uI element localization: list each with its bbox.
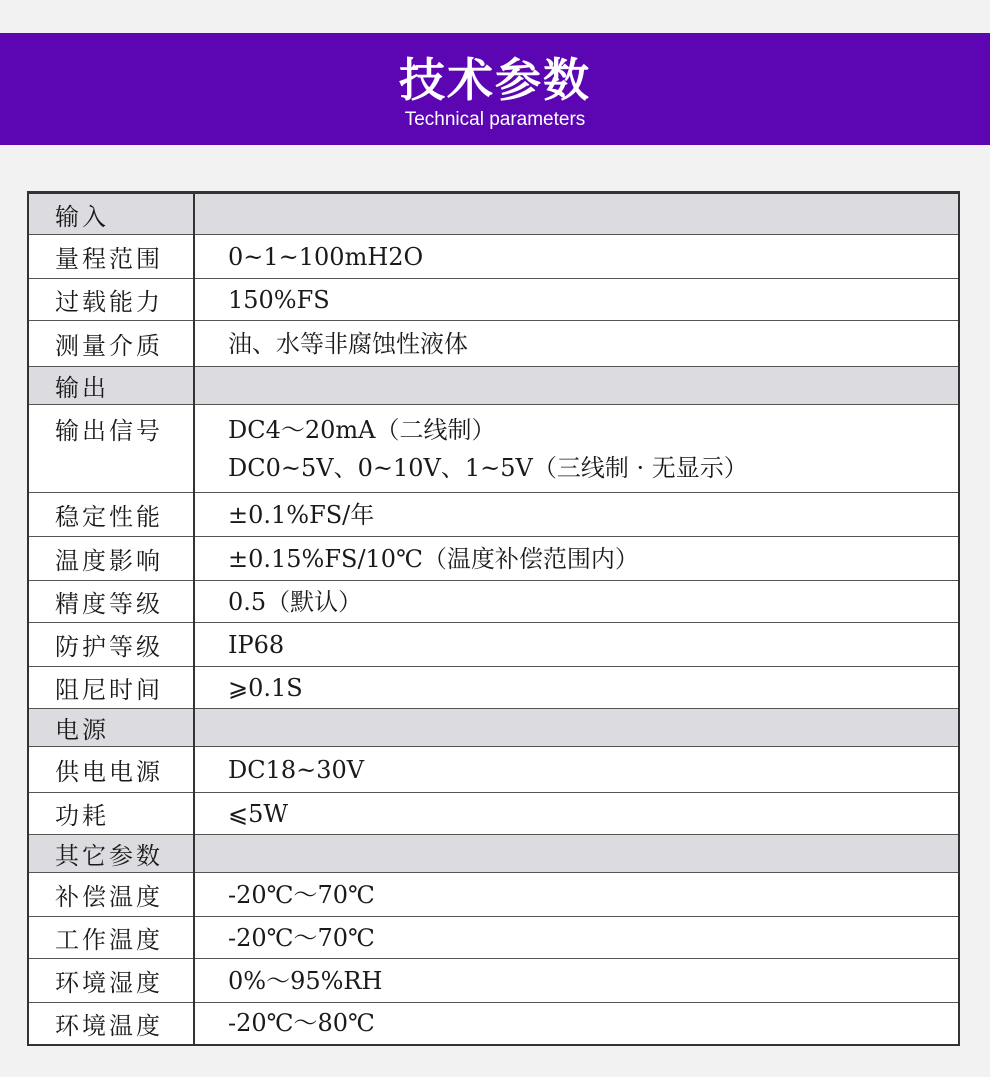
param-value-cell <box>194 321 959 367</box>
param-value: -20℃～80℃ <box>228 1009 375 1038</box>
param-label: 量程范围 <box>28 235 194 279</box>
table-row <box>28 959 959 1003</box>
param-value: 0%～95%RH <box>228 966 383 995</box>
table-row <box>28 1003 959 1045</box>
param-value: ±0.15%FS/10℃（温度补偿范围内） <box>228 544 639 573</box>
param-label: 供电电源 <box>28 747 194 793</box>
param-value: ⩾0.1S <box>228 673 303 702</box>
table-row <box>28 279 959 321</box>
page-subtitle: Technical parameters <box>404 109 586 130</box>
param-value-cell <box>194 537 959 581</box>
param-label: 工作温度 <box>28 917 194 959</box>
param-value: 150%FS <box>228 285 330 314</box>
param-value-cell <box>194 235 959 279</box>
table-row <box>28 623 959 667</box>
table-row <box>28 667 959 709</box>
section-header-row <box>28 193 959 235</box>
table-row <box>28 493 959 537</box>
table-row <box>28 321 959 367</box>
param-value-cell <box>194 279 959 321</box>
section-header-row <box>28 835 959 873</box>
param-value: 0~1~100mH2O <box>228 242 424 271</box>
param-value-cell <box>194 667 959 709</box>
param-value: ⩽5W <box>228 799 289 828</box>
header-banner <box>0 33 990 145</box>
table-row <box>28 581 959 623</box>
param-value-cell <box>194 959 959 1003</box>
param-label: 稳定性能 <box>28 493 194 537</box>
param-label: 补偿温度 <box>28 873 194 917</box>
param-label: 输出信号 <box>28 405 194 493</box>
param-value: 油、水等非腐蚀性液体 <box>228 329 468 358</box>
param-label: 阻尼时间 <box>28 667 194 709</box>
table-row <box>28 537 959 581</box>
param-value-cell <box>194 1003 959 1045</box>
param-value-cell <box>194 793 959 835</box>
param-value: DC18~30V <box>228 755 365 784</box>
param-label: 环境温度 <box>28 1003 194 1045</box>
table-row <box>28 917 959 959</box>
param-label: 防护等级 <box>28 623 194 667</box>
spec-table <box>27 191 960 1046</box>
param-label: 温度影响 <box>28 537 194 581</box>
section-label: 输出 <box>28 367 194 405</box>
param-value-cell <box>194 405 959 493</box>
param-value: DC4～20mA（二线制） <box>228 415 496 444</box>
param-value: 0.5（默认） <box>228 587 363 616</box>
table-row <box>28 405 959 493</box>
param-value-cell <box>194 493 959 537</box>
table-row <box>28 235 959 279</box>
param-label: 功耗 <box>28 793 194 835</box>
table-row <box>28 793 959 835</box>
param-value: -20℃～70℃ <box>228 880 375 909</box>
param-value: -20℃～70℃ <box>228 923 375 952</box>
param-value-cell <box>194 193 959 235</box>
param-label: 精度等级 <box>28 581 194 623</box>
param-value: ±0.1%FS/年 <box>228 500 375 529</box>
param-value-cell <box>194 835 959 873</box>
section-header-row <box>28 709 959 747</box>
param-value-cell <box>194 581 959 623</box>
section-header-row <box>28 367 959 405</box>
param-label: 环境湿度 <box>28 959 194 1003</box>
param-value: IP68 <box>228 630 285 659</box>
param-value-cell <box>194 367 959 405</box>
table-row <box>28 873 959 917</box>
param-value-cell <box>194 917 959 959</box>
section-label: 其它参数 <box>28 835 194 873</box>
param-value: DC0~5V、0~10V、1~5V（三线制 · 无显示） <box>228 453 748 482</box>
param-value-cell <box>194 709 959 747</box>
section-label: 输入 <box>28 193 194 235</box>
param-label: 测量介质 <box>28 321 194 367</box>
table-row <box>28 747 959 793</box>
spec-table-body <box>28 193 959 1045</box>
param-value-cell <box>194 623 959 667</box>
param-label: 过载能力 <box>28 279 194 321</box>
page-title: 技术参数 <box>399 53 591 107</box>
param-value-cell <box>194 747 959 793</box>
section-label: 电源 <box>28 709 194 747</box>
param-value-cell <box>194 873 959 917</box>
